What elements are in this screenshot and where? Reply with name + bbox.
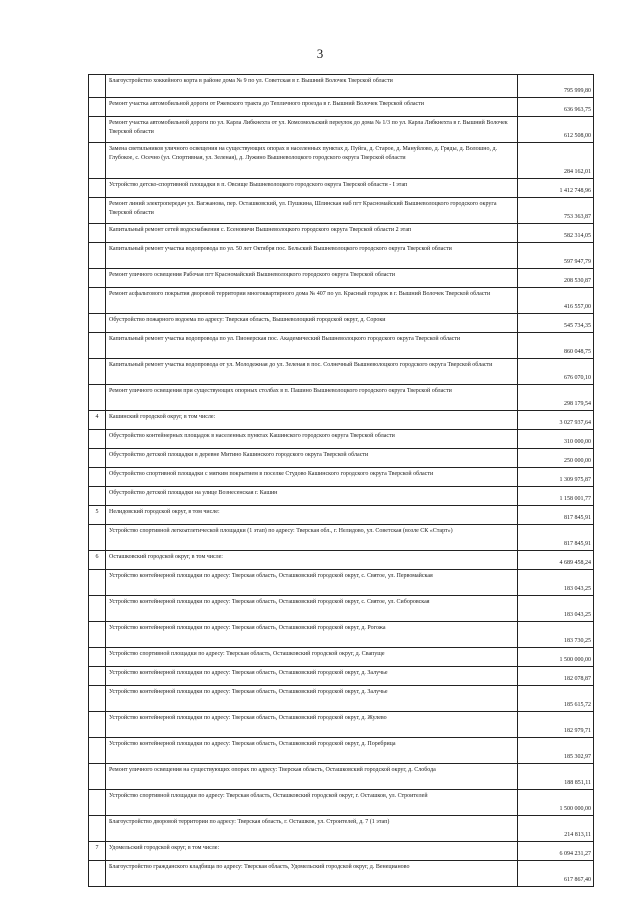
row-description: Ремонт линий электропередач ул. Вагжанова, пер. Осташковский, ул. Пушкина, Шлинская наб пгт Красномайский Вышневолоцкого городского округа Тверской области <box>106 198 518 224</box>
row-amount: 676 070,10 <box>518 359 594 385</box>
row-amount: 182 979,71 <box>518 712 594 738</box>
row-amount: 284 162,01 <box>518 143 594 179</box>
row-number: 7 <box>89 842 106 861</box>
table-row <box>89 179 594 198</box>
row-description: Ремонт уличного освещения при существующих опорных столбах в п. Пашино Вышневолоцкого городского округа Тверской области <box>106 385 518 411</box>
row-amount: 817 845,91 <box>518 506 594 525</box>
table-row <box>89 712 594 738</box>
row-number <box>89 622 106 648</box>
row-number <box>89 712 106 738</box>
row-number <box>89 764 106 790</box>
table-row <box>89 551 594 570</box>
row-description: Обустройство спортивной площадки с мягким покрытием в поселке Студово Кашинского городского округа Тверской области <box>106 468 518 487</box>
row-amount: 753 363,87 <box>518 198 594 224</box>
row-number <box>89 224 106 243</box>
table-row <box>89 487 594 506</box>
row-number <box>89 596 106 622</box>
row-number <box>89 359 106 385</box>
row-description: Устройство контейнерной площадки по адресу: Тверская область, Осташковский городской округ, д. Рогожа <box>106 622 518 648</box>
row-amount: 1 158 001,77 <box>518 487 594 506</box>
row-amount: 636 963,75 <box>518 98 594 117</box>
row-amount: 185 615,72 <box>518 686 594 712</box>
row-description: Удомельский городской округ, в том числе: <box>106 842 518 861</box>
row-description: Капитальный ремонт участка водопровода по ул. 50 лет Октября пос. Бельский Вышневолоцкого городского округа Тверской области <box>106 243 518 269</box>
row-description: Устройство контейнерной площадки по адресу: Тверская область, Осташковский городской округ, д. Залучье <box>106 667 518 686</box>
row-number <box>89 98 106 117</box>
row-number <box>89 430 106 449</box>
row-amount: 182 078,87 <box>518 667 594 686</box>
table-row <box>89 648 594 667</box>
row-number <box>89 487 106 506</box>
row-description: Благоустройство хоккейного корта в районе дома № 9 по ул. Советская в г. Вышний Волочек Тверской области <box>106 75 518 98</box>
row-amount: 188 851,11 <box>518 764 594 790</box>
row-number <box>89 790 106 816</box>
table-row <box>89 269 594 288</box>
row-description: Капитальный ремонт участка водопровода от ул. Молодежная до ул. Зеленая в пос. Солнечный Вышневолоцкого городского округа Тверской области <box>106 359 518 385</box>
row-description: Осташковский городской округ, в том числе: <box>106 551 518 570</box>
row-amount: 4 689 458,24 <box>518 551 594 570</box>
row-number <box>89 449 106 468</box>
row-description: Устройство спортивной легкоатлетической площадки (1 этап) по адресу: Тверская обл., г. Нелидово, ул. Советская (возле СК «Старт») <box>106 525 518 551</box>
table-row <box>89 411 594 430</box>
table-row <box>89 525 594 551</box>
row-description: Обустройство пожарного водоема по адресу: Тверская область, Вышневолоцкий городской округ, д. Сороки <box>106 314 518 333</box>
row-amount: 1 412 748,96 <box>518 179 594 198</box>
row-number <box>89 333 106 359</box>
row-number <box>89 198 106 224</box>
table-row <box>89 314 594 333</box>
row-number <box>89 738 106 764</box>
row-description: Кашинский городской округ, в том числе: <box>106 411 518 430</box>
row-amount: 208 530,87 <box>518 269 594 288</box>
table-row <box>89 449 594 468</box>
row-number: 6 <box>89 551 106 570</box>
row-number <box>89 816 106 842</box>
row-number <box>89 648 106 667</box>
table-row <box>89 288 594 314</box>
table-row <box>89 738 594 764</box>
row-amount: 183 043,25 <box>518 570 594 596</box>
table-row <box>89 468 594 487</box>
row-amount: 617 867,40 <box>518 861 594 887</box>
row-amount: 597 947,79 <box>518 243 594 269</box>
row-description: Устройство детско-спортивной площадки в п. Овсище Вышневолоцкого городского округа Тверской области - I этап <box>106 179 518 198</box>
table-row <box>89 333 594 359</box>
row-number <box>89 117 106 143</box>
row-amount: 250 000,00 <box>518 449 594 468</box>
row-number <box>89 143 106 179</box>
row-description: Устройство спортивной площадки по адресу: Тверская область, Осташковский городской округ, г. Осташков, ул. Строителей <box>106 790 518 816</box>
row-amount: 6 094 231,27 <box>518 842 594 861</box>
row-number: 5 <box>89 506 106 525</box>
table-row <box>89 570 594 596</box>
row-description: Капитальный ремонт сетей водоснабжения с. Есеновичи Вышневолоцкого городского округа Тверской области 2 этап <box>106 224 518 243</box>
table-row <box>89 686 594 712</box>
table-row <box>89 98 594 117</box>
row-amount: 612 508,00 <box>518 117 594 143</box>
table-row <box>89 198 594 224</box>
row-number <box>89 570 106 596</box>
row-amount: 3 027 937,64 <box>518 411 594 430</box>
table-row <box>89 224 594 243</box>
row-amount: 1 500 000,00 <box>518 790 594 816</box>
row-description: Ремонт участка автомобильной дороги по ул. Карла Либкнехта от ул. Комсомольский переулок до дома № 1/3 по ул. Карла Либкнехта в г. Вышний Волочек Тверской области <box>106 117 518 143</box>
table-row <box>89 143 594 179</box>
table-row <box>89 430 594 449</box>
row-amount: 795 999,80 <box>518 75 594 98</box>
row-amount: 183 730,25 <box>518 622 594 648</box>
row-amount: 860 048,75 <box>518 333 594 359</box>
table-row <box>89 861 594 887</box>
budget-table <box>88 74 594 887</box>
row-description: Ремонт асфальтового покрытия дворовой территории многоквартирного дома № 407 по ул. Красный городок в г. Вышний Волочек Тверской области <box>106 288 518 314</box>
row-amount: 183 043,25 <box>518 596 594 622</box>
row-description: Замена светильников уличного освещения на существующих опорах в населенных пунктах д. Пуйга, д. Старое, д. Мануйлово, д. Гряды, д. Волошно, д. Глубокое, с. Осечно (ул. Спортивная, ул. Зеленая), д. Лужино Вышневолоцкого городского округа Тверской области <box>106 143 518 179</box>
row-amount: 1 500 000,00 <box>518 648 594 667</box>
table-row <box>89 816 594 842</box>
table-row <box>89 385 594 411</box>
table-row <box>89 596 594 622</box>
row-amount: 416 557,00 <box>518 288 594 314</box>
table-row <box>89 117 594 143</box>
row-number <box>89 385 106 411</box>
row-description: Обустройство детской площадки в деревне Митино Кашинского городского округа Тверской области <box>106 449 518 468</box>
row-description: Устройство спортивной площадки по адресу: Тверская область, Осташковский городской округ, д. Свапуще <box>106 648 518 667</box>
row-amount: 185 302,97 <box>518 738 594 764</box>
table-row <box>89 842 594 861</box>
page-number: 3 <box>316 46 324 61</box>
row-amount: 545 734,35 <box>518 314 594 333</box>
row-number <box>89 686 106 712</box>
table-row <box>89 667 594 686</box>
row-number <box>89 314 106 333</box>
row-number <box>89 269 106 288</box>
row-description: Устройство контейнерной площадки по адресу: Тверская область, Осташковский городской округ, с. Святое, ул. Сиборовская <box>106 596 518 622</box>
table-row <box>89 790 594 816</box>
row-amount: 582 314,05 <box>518 224 594 243</box>
row-number <box>89 288 106 314</box>
row-description: Нелидовский городской округ, в том числе: <box>106 506 518 525</box>
row-description: Ремонт уличного освещения на существующих опорах по адресу: Тверская область, Осташковский городской округ, д. Слобода <box>106 764 518 790</box>
table-row <box>89 622 594 648</box>
row-description: Капитальный ремонт участка водопровода по ул. Пионерская пос. Академический Вышневолоцкого городского округа Тверской области <box>106 333 518 359</box>
row-description: Устройство контейнерной площадки по адресу: Тверская область, Осташковский городской округ, д. Поребрица <box>106 738 518 764</box>
row-description: Ремонт участка автомобильной дороги от Ржевского тракта до Тепличного проезда в г. Вышний Волочек Тверской области <box>106 98 518 117</box>
row-description: Устройство контейнерной площадки по адресу: Тверская область, Осташковский городской округ, с. Святое, ул. Первомайская <box>106 570 518 596</box>
row-amount: 310 000,00 <box>518 430 594 449</box>
row-amount: 298 179,54 <box>518 385 594 411</box>
table-row <box>89 764 594 790</box>
row-amount: 214 813,11 <box>518 816 594 842</box>
table-row <box>89 506 594 525</box>
row-description: Обустройство контейнерных площадок в населенных пунктах Кашинского городского округа Тверской области <box>106 430 518 449</box>
row-number <box>89 179 106 198</box>
row-number <box>89 468 106 487</box>
row-number <box>89 75 106 98</box>
row-number <box>89 243 106 269</box>
row-description: Ремонт уличного освещения Рабочая пгт Красномайский Вышневолоцкого городского округа Тверской области <box>106 269 518 288</box>
row-amount: 1 309 975,87 <box>518 468 594 487</box>
table-row <box>89 359 594 385</box>
row-number <box>89 525 106 551</box>
row-amount: 817 845,91 <box>518 525 594 551</box>
table-row <box>89 75 594 98</box>
row-description: Благоустройство гражданского кладбища по адресу: Тверская область, Удомельский городской округ, д. Венецианово <box>106 861 518 887</box>
table-row <box>89 243 594 269</box>
row-description: Устройство контейнерной площадки по адресу: Тверская область, Осташковский городской округ, д. Жулево <box>106 712 518 738</box>
row-description: Устройство контейнерной площадки по адресу: Тверская область, Осташковский городской округ, д. Залучье <box>106 686 518 712</box>
row-number <box>89 667 106 686</box>
row-number <box>89 861 106 887</box>
row-number: 4 <box>89 411 106 430</box>
row-description: Обустройство детской площадки на улице Вознесенская г. Кашин <box>106 487 518 506</box>
row-description: Благоустройство дворовой территории по адресу: Тверская область, г. Осташков, ул. Строителей, д. 7 (1 этап) <box>106 816 518 842</box>
